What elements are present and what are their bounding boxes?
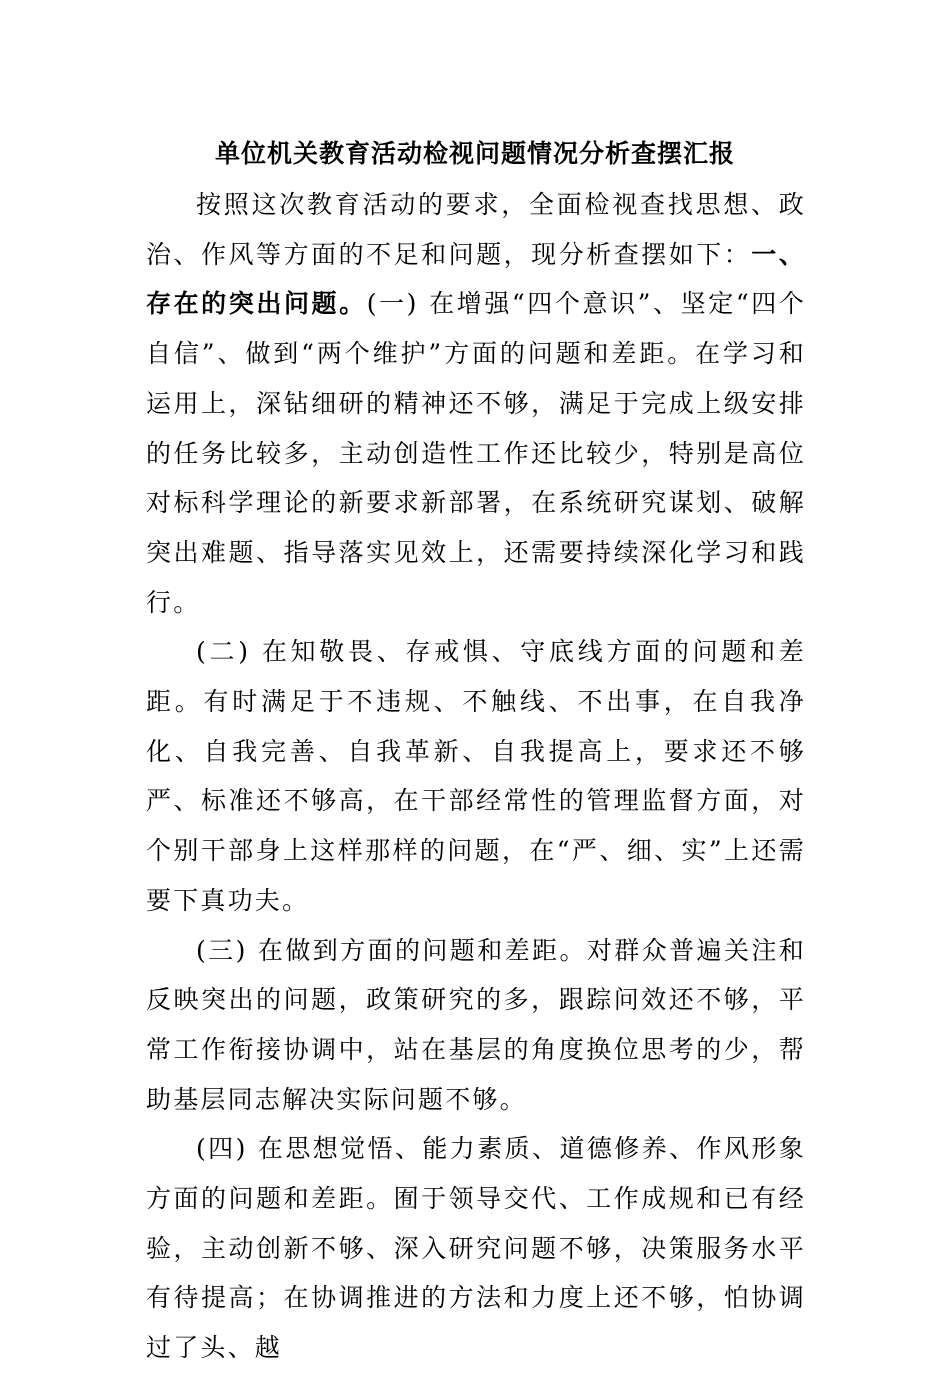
intro-text: 按照这次教育活动的要求，全面检视查找思想、政治、作风等方面的不足和问题，现分析查摆如下：: [146, 190, 806, 269]
paragraph-4: (四) 在思想觉悟、能力素质、道德修养、作风形象方面的问题和差距。囿于领导交代、工作成规和已有经验，主动创新不够、深入研究问题不够，决策服务水平有待提高；在协调推进的方法和力度上还不够，怕协调过了头、越: [146, 1134, 806, 1363]
document-title: 单位机关教育活动检视问题情况分析查摆汇报: [214, 139, 735, 168]
intro-continuation: (一) 在增强“四个意识”、坚定“四个自信”、做到“两个维护”方面的问题和差距。在学习和运用上，深钻细研的精神还不够，满足于完成上级安排的任务比较多，主动创造性工作还比较少，特别是高位对标科学理论的新要求新部署，在系统研究谋划、破解突出难题、指导落实见效上，还需要持续深化学习和践行。: [146, 289, 806, 617]
intro-paragraph: [146, 180, 806, 627]
paragraph-2: (二) 在知敬畏、存戒惧、守底线方面的问题和差距。有时满足于不违规、不触线、不出事，在自我净化、自我完善、自我革新、自我提高上，要求还不够严、标准还不够高，在干部经常性的管理监督方面，对个别干部身上这样那样的问题，在“严、细、实”上还需要下真功夫。: [146, 637, 806, 915]
document-body: [146, 180, 806, 1373]
section-heading: 一、存在的突出问题。: [146, 239, 806, 319]
paragraph-3: (三) 在做到方面的问题和差距。对群众普遍关注和反映突出的问题，政策研究的多，跟踪问效还不够，平常工作衔接协调中，站在基层的角度换位思考的少，帮助基层同志解决实际问题不够。: [146, 935, 806, 1114]
